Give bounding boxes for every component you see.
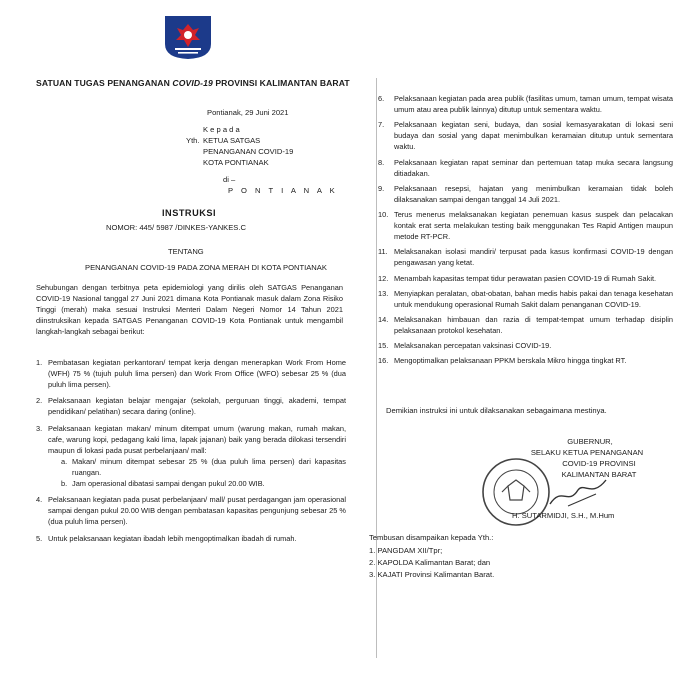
instruction-list-right — [378, 93, 673, 370]
item-number: 3. — [36, 423, 43, 433]
recipient-line-3: KOTA PONTIANAK — [203, 158, 269, 167]
item-text: Pelaksanaan kegiatan makan/ minum ditempat umum (warung makan, rumah makan, cafe, warung kopi, pedagang kaki lima, lapak jajanan) baik yang berada dilokasi tersendiri maupun di lokasi pada pusat perbelanjaan/ mall: — [48, 423, 346, 455]
list-item — [378, 119, 673, 152]
document-title: INSTRUKSI — [162, 208, 217, 218]
cc-item: 1. PANGDAM XII/Tpr; — [369, 546, 443, 555]
item-text: Pelaksanaan kegiatan seni, budaya, dan sosial kemasyarakatan di lokasi seni budaya dan sosial yang dapat menimbulkan keramaian ditutup untuk sementara waktu. — [394, 120, 673, 152]
list-item — [378, 93, 673, 115]
recipient-line-2: PENANGANAN COVID-19 — [203, 147, 294, 156]
organization-header — [36, 78, 350, 88]
list-item — [378, 340, 673, 351]
list-item — [378, 209, 673, 242]
sub-item-letter: a. — [61, 456, 68, 466]
satgas-covid19-logo — [163, 14, 213, 60]
recipient-line-1: KETUA SATGAS — [203, 136, 261, 145]
signer-title: GUBERNUR, — [567, 437, 613, 446]
list-item — [378, 246, 673, 268]
item-number: 4. — [36, 495, 43, 505]
item-text: Pelaksanaan kegiatan belajar mengajar (sekolah, perguruan tinggi, akademi, tempat pendidikan/ pelatihan) secara daring (online). — [48, 396, 346, 417]
org-name-covid: COVID-19 — [172, 78, 213, 88]
item-number: 2. — [36, 396, 43, 406]
list-item — [36, 533, 346, 544]
item-text: Melaksanakan isolasi mandiri/ terpusat pada kasus konfirmasi COVID-19 dengan pengawasan yang ketat. — [394, 247, 673, 268]
org-name-post: PROVINSI KALIMANTAN BARAT — [212, 78, 350, 88]
item-number: 10. — [378, 209, 389, 219]
cc-heading: Tembusan disampaikan kepada Yth.: — [369, 533, 494, 542]
item-number: 12. — [378, 273, 389, 283]
place-date: Pontianak, 29 Juni 2021 — [207, 108, 289, 117]
document-number: NOMOR: 445/ 5987 /DINKES-YANKES.C — [106, 223, 246, 232]
item-number: 7. — [378, 120, 385, 130]
yth-label: Yth. — [186, 136, 200, 145]
item-number: 5. — [36, 533, 43, 543]
destination-city: P O N T I A N A K — [228, 186, 338, 195]
cc-list — [369, 545, 494, 581]
recipient-block — [186, 124, 293, 168]
item-number: 15. — [378, 341, 389, 351]
sub-item-text: Makan/ minum ditempat sebesar 25 % (dua puluh lima persen) dari kapasitas ruangan. — [72, 456, 346, 477]
list-item — [378, 157, 673, 179]
org-name-pre: SATUAN TUGAS PENANGANAN — [36, 78, 173, 88]
item-text: Pelaksanaan kegiatan rapat seminar dan pertemuan tatap muka secara langsung ditiadakan. — [394, 157, 673, 178]
sub-item-text: Jam operasional dibatasi sampai dengan pukul 20.00 WIB. — [72, 479, 265, 489]
item-text: Pembatasan kegiatan perkantoran/ tempat kerja dengan menerapkan Work From Home (WFH) 75 % (tujuh puluh lima persen) dan Work From Office (WFO) sebesar 25 % (dua puluh lima persen). — [48, 358, 346, 390]
list-item — [378, 183, 673, 205]
list-item — [36, 357, 346, 390]
item-text: Menambah kapasitas tempat tidur perawatan pasien COVID-19 di Rumah Sakit. — [394, 273, 657, 283]
item-text: Melaksanakan himbauan dan razia di tempat-tempat umum terhadap disiplin pelaksanaan protokol kesehatan. — [394, 314, 673, 335]
kepada-label: K e p a d a — [203, 125, 240, 134]
item-text: Pelaksanaan resepsi, hajatan yang menimbulkan keramaian tidak boleh dilaksanakan sampai dengan tanggal 14 Juli 2021. — [394, 183, 673, 204]
signer-role-line: COVID-19 PROVINSI KALIMANTAN BARAT — [561, 459, 637, 479]
closing-statement: Demikian instruksi ini untuk dilaksanakan sebagaimana mestinya. — [386, 406, 607, 415]
list-item — [378, 288, 673, 310]
signer-role-line: SELAKU KETUA PENANGANAN — [530, 448, 644, 457]
item-number: 11. — [378, 247, 388, 257]
list-item — [36, 395, 346, 417]
item-text: Pelaksanaan kegiatan pada pusat perbelanjaan/ mall/ pusat perdagangan jam operasional sampai dengan pukul 20.00 WIB dengan pembatasan kapasitas pengunjung sebesar 25 % (dua puluh lima persen). — [48, 495, 346, 527]
item-number: 6. — [378, 94, 385, 103]
item-text: Untuk pelaksanaan kegiatan ibadah lebih mengoptimalkan ibadah di rumah. — [48, 533, 297, 543]
item-text: Melaksanakan percepatan vaksinasi COVID-19. — [394, 341, 552, 351]
document-subject: PENANGANAN COVID-19 PADA ZONA MERAH DI KOTA PONTIANAK — [85, 263, 327, 272]
item-number: 9. — [378, 183, 385, 193]
list-item — [36, 423, 346, 490]
item-text: Pelaksanaan kegiatan pada area publik (fasilitas umum, taman umum, tempat wisata umum atau area publik lainnya) ditutup untuk sementara waktu. — [394, 94, 673, 115]
item-text: Mengoptimalkan pelaksanaan PPKM berskala Mikro hingga tingkat RT. — [394, 356, 627, 366]
signer-name: H. SUTARMIDJI, S.H., M.Hum — [512, 511, 615, 520]
item-number: 16. — [378, 356, 389, 366]
sub-list-item — [48, 456, 346, 478]
handwritten-signature — [548, 476, 608, 512]
item-number: 8. — [378, 157, 385, 167]
item-number: 13. — [378, 288, 389, 298]
di-label: di – — [223, 175, 236, 184]
item-text: Terus menerus melaksanakan kegiatan penemuan kasus suspek dan pelacakan kontak erat serta melakukan testing baik menggunakan Tes Rapid Antigen maupun metode RT-PCR. — [394, 209, 673, 242]
cc-item: 3. KAJATI Provinsi Kalimantan Barat. — [369, 570, 495, 579]
item-text: Menyiapkan peralatan, obat-obatan, bahan medis habis pakai dan tenaga kesehatan untuk mendukung operasional Rumah Sakit dalam penanganan COVID-19. — [394, 288, 673, 309]
sub-item-letter: b. — [61, 479, 68, 489]
list-item — [378, 355, 673, 366]
intro-paragraph: Sehubungan dengan terbitnya peta epidemiologi yang dirilis oleh SATGAS Penanganan COVID-19 Nasional tanggal 27 Juni 2021 dimana Kota Pontianak masuk dalam Zona Risiko Tinggi (merah) maka sesuai Instruksi Menteri Dalam Negeri Nomor 14 Tahun 2021 diinstruksikan kepada SATGAS Penanganan COVID-19 Kota Pontianak untuk mengambil langkah-langkah sebagai berikut: — [36, 283, 343, 337]
list-item — [378, 273, 673, 284]
item-number: 14. — [378, 314, 389, 324]
tentang-label: TENTANG — [168, 247, 204, 256]
item-number: 1. — [36, 358, 43, 367]
list-item — [36, 494, 346, 527]
list-item — [378, 314, 673, 336]
cc-item: 2. KAPOLDA Kalimantan Barat; dan — [369, 558, 491, 567]
sub-list-item — [48, 478, 346, 489]
instruction-list-left — [36, 357, 346, 549]
